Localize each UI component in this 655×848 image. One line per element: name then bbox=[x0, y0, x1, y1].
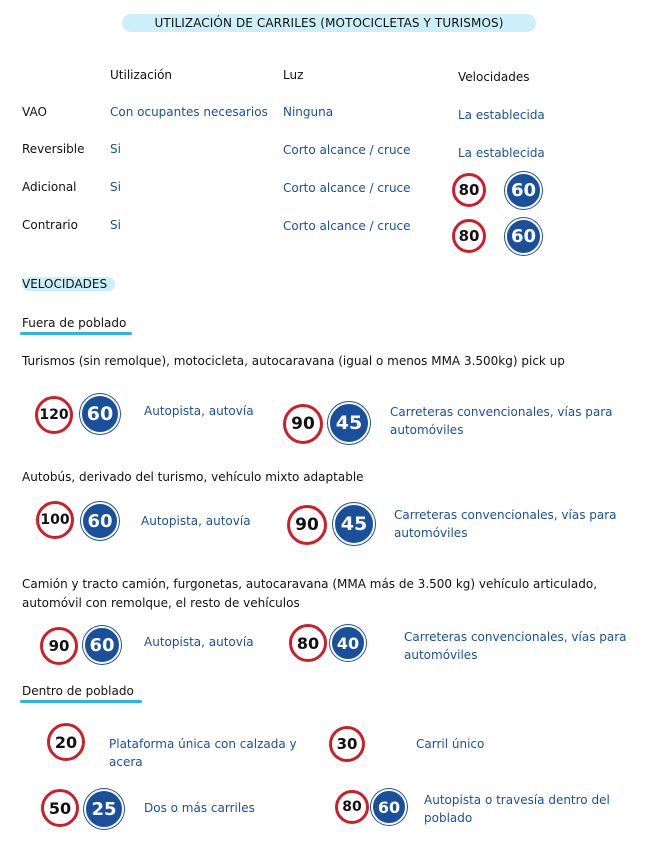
underline bbox=[20, 332, 132, 335]
row-vao-name: VAO bbox=[22, 105, 47, 119]
vehicles-group-1: Turismos (sin remolque), motocicleta, autocaravana (igual o menos MMA 3.500kg) pick up bbox=[22, 354, 565, 368]
header-light: Luz bbox=[283, 68, 304, 82]
road-type-label: Autopista o travesía dentro del poblado bbox=[424, 793, 610, 825]
speed-limit-sign-max: 30 bbox=[329, 726, 365, 762]
speed-limit-sign-min: 40 bbox=[330, 625, 366, 661]
row-vao-use: Con ocupantes necesarios bbox=[110, 105, 268, 119]
row-reversible-name: Reversible bbox=[22, 142, 85, 156]
speed-limit-sign-min: 60 bbox=[371, 789, 407, 825]
row-vao-light: Ninguna bbox=[283, 105, 334, 119]
road-type-label: Autopista, autovía bbox=[141, 514, 251, 528]
row-contrario-use: Si bbox=[110, 218, 121, 232]
speed-limit-sign-max: 50 bbox=[41, 789, 79, 827]
speed-limit-sign-max: 20 bbox=[47, 723, 85, 761]
row-reversible-light: Corto alcance / cruce bbox=[283, 143, 411, 157]
speed-limit-sign-min: 60 bbox=[81, 502, 119, 540]
speed-limit-sign-max: 100 bbox=[36, 501, 74, 539]
row-adicional-use: Si bbox=[110, 180, 121, 194]
vehicles-group-3: Camión y tracto camión, furgonetas, autocaravana (MMA más de 3.500 kg) vehículo articulado, automóvil con remolque, el resto de vehículos bbox=[22, 577, 598, 610]
road-type-label: Autopista, autovía bbox=[144, 404, 254, 418]
road-type-label: Plataforma única con calzada y acera bbox=[109, 737, 297, 769]
road-type-label: Carreteras convencionales, vías para automóviles bbox=[404, 630, 627, 662]
row-adicional-name: Adicional bbox=[22, 180, 77, 194]
speed-limit-sign-min: 60 bbox=[505, 218, 542, 255]
subsection-dentro: Dentro de poblado bbox=[22, 684, 134, 698]
speed-limit-sign-max: 80 bbox=[289, 624, 327, 662]
row-contrario-name: Contrario bbox=[22, 218, 78, 232]
subsection-fuera: Fuera de poblado bbox=[22, 316, 127, 330]
road-type-label: Dos o más carriles bbox=[144, 801, 255, 815]
page-title: UTILIZACIÓN DE CARRILES (MOTOCICLETAS Y TURISMOS) bbox=[122, 14, 536, 32]
row-reversible-use: Si bbox=[110, 142, 121, 156]
speed-limit-sign-min: 60 bbox=[83, 626, 121, 664]
header-speed: Velocidades bbox=[458, 70, 530, 84]
speed-limit-sign-max: 90 bbox=[40, 627, 78, 665]
section-velocidades: VELOCIDADES bbox=[22, 277, 115, 291]
vehicles-group-2: Autobús, derivado del turismo, vehículo mixto adaptable bbox=[22, 470, 364, 484]
speed-limit-sign-max: 80 bbox=[452, 219, 486, 253]
row-reversible-speed: La establecida bbox=[458, 146, 545, 160]
row-contrario-light: Corto alcance / cruce bbox=[283, 219, 411, 233]
speed-limit-sign-max: 80 bbox=[452, 173, 486, 207]
header-use: Utilización bbox=[110, 68, 173, 82]
speed-limit-sign-max: 80 bbox=[335, 790, 369, 824]
speed-limit-sign-max: 90 bbox=[287, 505, 327, 545]
speed-limit-sign-min: 60 bbox=[80, 394, 120, 434]
underline bbox=[20, 700, 142, 703]
road-type-label: Carreteras convencionales, vías para automóviles bbox=[390, 405, 613, 437]
speed-limit-sign-min: 25 bbox=[84, 789, 124, 829]
road-type-label: Autopista, autovía bbox=[144, 635, 254, 649]
speed-limit-sign-max: 120 bbox=[35, 396, 73, 434]
row-vao-speed: La establecida bbox=[458, 108, 545, 122]
road-type-label: Carreteras convencionales, vías para automóviles bbox=[394, 508, 617, 540]
row-adicional-light: Corto alcance / cruce bbox=[283, 181, 411, 195]
speed-limit-sign-min: 45 bbox=[333, 503, 375, 545]
speed-limit-sign-max: 90 bbox=[283, 404, 323, 444]
speed-limit-sign-min: 60 bbox=[505, 172, 542, 209]
road-type-label: Carril único bbox=[416, 737, 485, 751]
speed-limit-sign-min: 45 bbox=[328, 402, 370, 444]
